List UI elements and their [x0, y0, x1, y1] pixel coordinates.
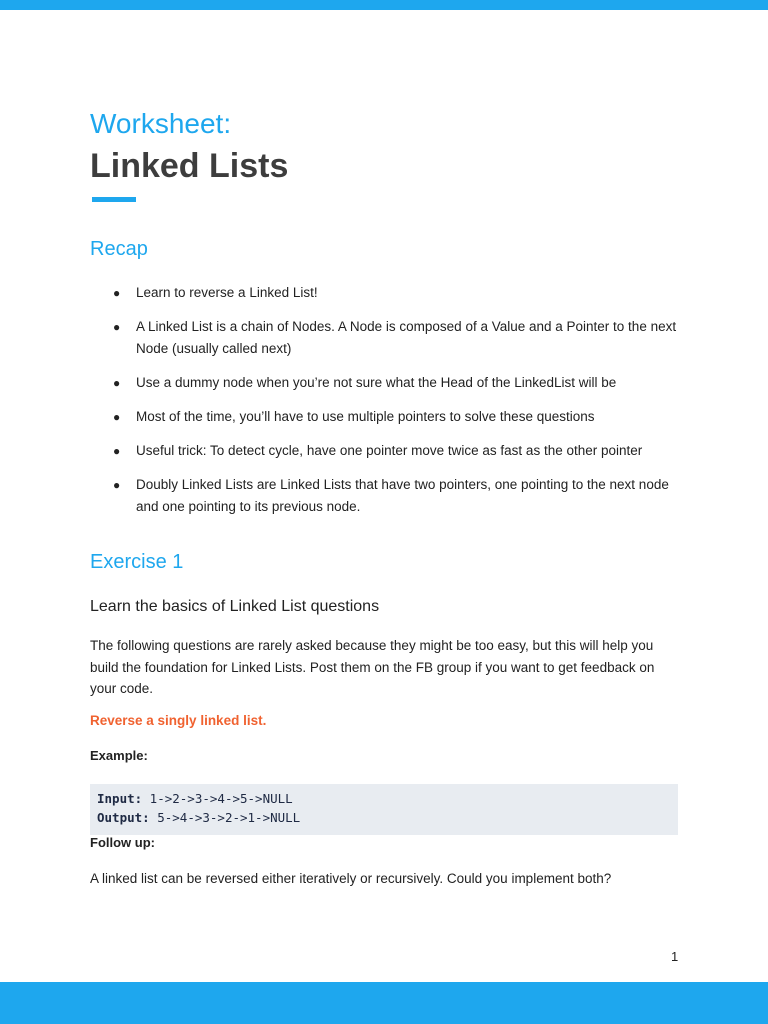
bullet-icon: ● — [113, 478, 121, 492]
exercise-1-subheading: Learn the basics of Linked List questions — [90, 598, 380, 615]
worksheet-kicker: Worksheet: — [90, 108, 232, 139]
bullet-icon: ● — [113, 410, 121, 424]
code-input-line — [97, 791, 293, 806]
list-item — [90, 440, 678, 462]
bullet-icon: ● — [113, 286, 121, 300]
list-item — [90, 474, 678, 518]
top-accent-bar — [0, 0, 768, 10]
follow-up-label: Follow up: — [90, 835, 155, 850]
list-item — [90, 406, 678, 428]
list-item-text: Most of the time, you’ll have to use multiple pointers to solve these questions — [136, 409, 595, 424]
list-item-text: A Linked List is a chain of Nodes. A Node is composed of a Value and a Pointer to the next Node (usually called next) — [136, 319, 677, 356]
list-item — [90, 282, 678, 304]
code-input-value: 1->2->3->4->5->NULL — [142, 791, 293, 806]
exercise-1-heading: Exercise 1 — [90, 551, 184, 573]
list-item-text: Learn to reverse a Linked List! — [136, 285, 318, 300]
code-example-box — [90, 784, 678, 835]
list-item-text: Use a dummy node when you’re not sure what the Head of the LinkedList will be — [136, 375, 617, 390]
bullet-icon: ● — [113, 320, 121, 334]
code-output-label: Output: — [97, 810, 150, 825]
recap-heading: Recap — [90, 238, 148, 260]
recap-list — [90, 282, 678, 530]
bottom-accent-bar — [0, 982, 768, 1024]
code-input-label: Input: — [97, 791, 143, 806]
bullet-icon: ● — [113, 376, 121, 390]
page-number: 1 — [671, 949, 679, 964]
code-output-value: 5->4->3->2->1->NULL — [149, 810, 301, 825]
page-title: Linked Lists — [90, 147, 289, 185]
list-item — [90, 316, 678, 360]
code-output-line — [97, 810, 300, 825]
list-item-text: Doubly Linked Lists are Linked Lists that have two pointers, one pointing to the next node and one pointing to its previous node. — [136, 477, 669, 514]
follow-up-text: A linked list can be reversed either iteratively or recursively. Could you implement both? — [90, 871, 612, 886]
problem-title: Reverse a singly linked list. — [90, 713, 267, 728]
exercise-1-intro: The following questions are rarely asked because they might be too easy, but this will help you build the foundation for Linked Lists. Post them on the FB group if you want to get feedback on your code. — [90, 638, 655, 696]
list-item-text: Useful trick: To detect cycle, have one pointer move twice as fast as the other pointer — [136, 443, 643, 458]
bullet-icon: ● — [113, 444, 121, 458]
example-label: Example: — [90, 748, 148, 763]
title-underline — [92, 197, 136, 202]
list-item — [90, 372, 678, 394]
